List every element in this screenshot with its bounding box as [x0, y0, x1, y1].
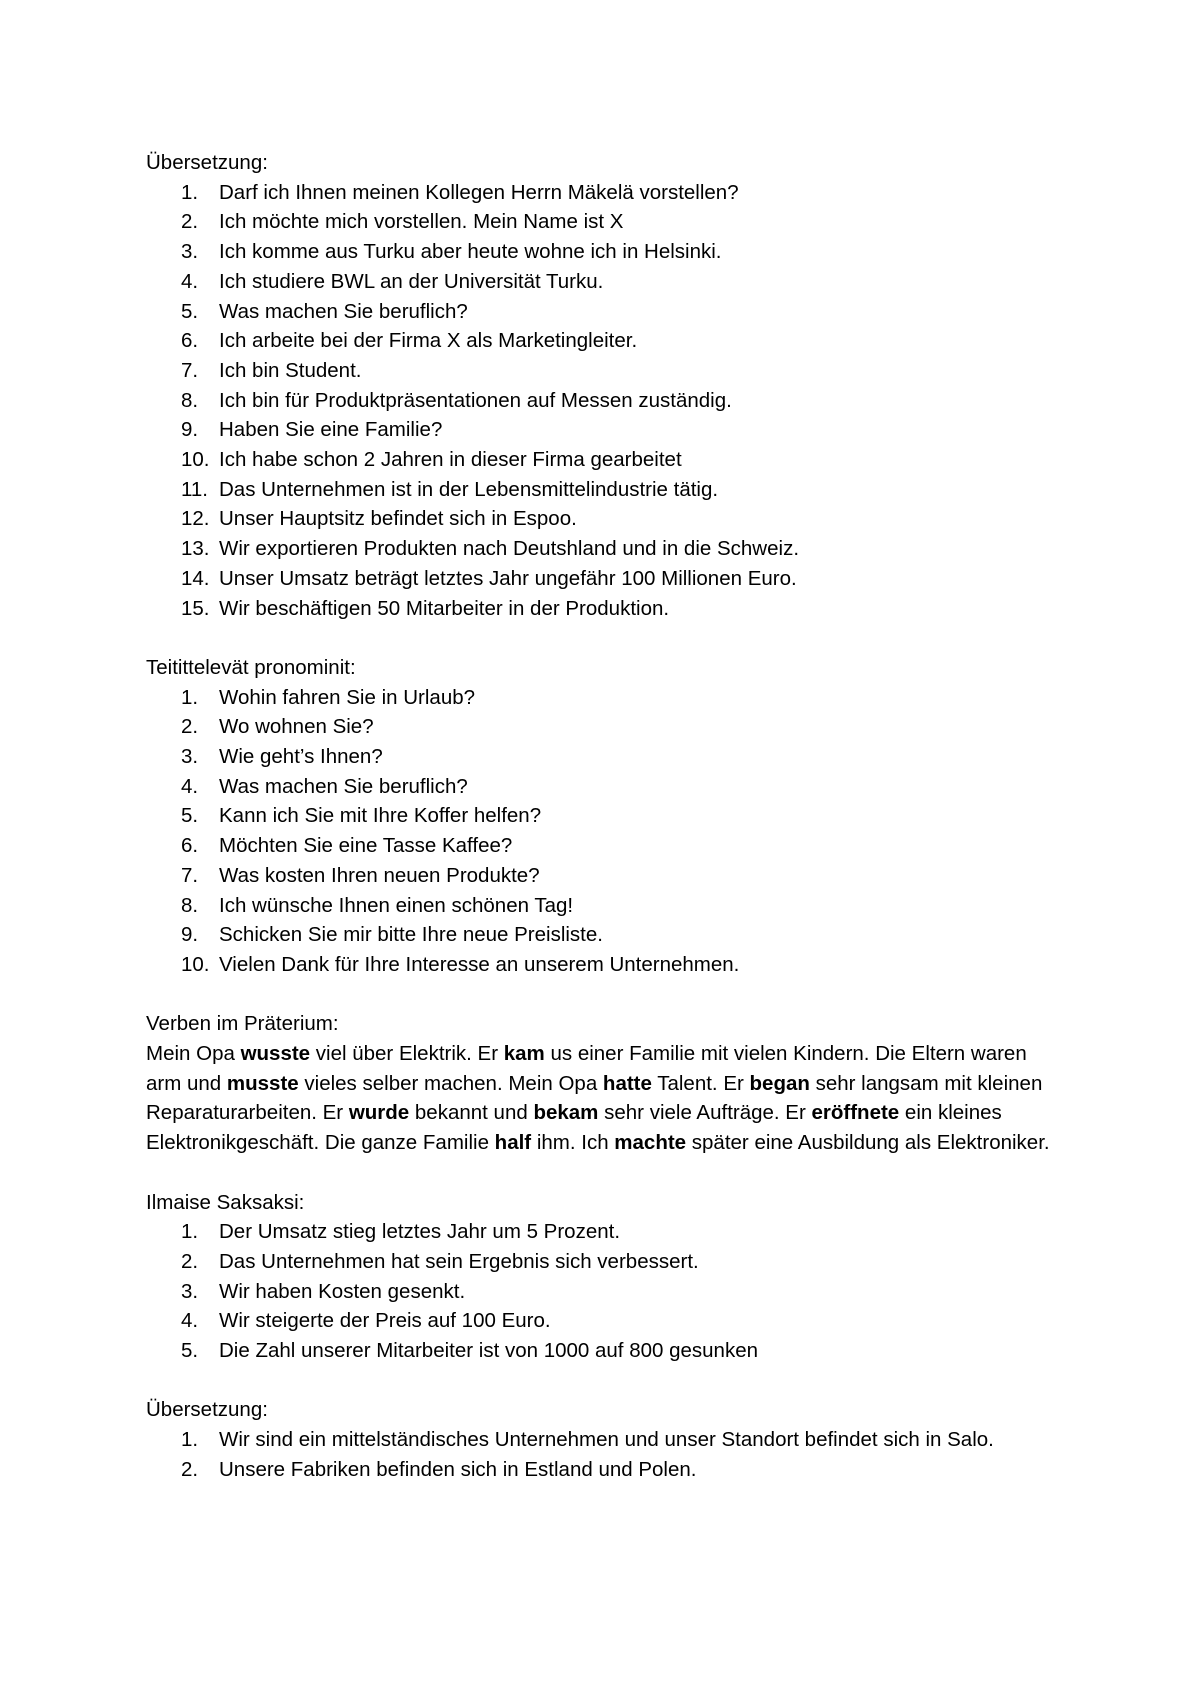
list-number: 2. [181, 210, 199, 234]
section-heading: Teitittelevät pronominit: [146, 655, 356, 679]
list-item-text: Schicken Sie mir bitte Ihre neue Preisliste. [219, 923, 603, 947]
list-item [146, 415, 1066, 445]
list-item-text: Das Unternehmen ist in der Lebensmittelindustrie tätig. [219, 477, 719, 501]
paragraph-run: Talent. Er [651, 1071, 750, 1095]
list-item [146, 178, 1066, 208]
list-item [146, 1277, 1066, 1307]
list-item-text: Wir haben Kosten gesenkt. [219, 1279, 466, 1303]
list-item-text: Was kosten Ihren neuen Produkte? [219, 863, 540, 887]
list-item-text: Wir beschäftigen 50 Mitarbeiter in der Produktion. [219, 596, 670, 620]
paragraph-verb: eröffnete [811, 1101, 900, 1125]
list-item-text: Ich bin für Produktpräsentationen auf Messen zuständig. [219, 388, 732, 412]
list-number: 9. [181, 418, 199, 442]
list-item-text: Ich studiere BWL an der Universität Turku. [219, 269, 604, 293]
list-number: 13. [181, 537, 210, 561]
list-number: 5. [181, 1339, 199, 1363]
section-ilmaise-saksaksi [146, 1188, 1066, 1366]
paragraph-verb: bekam [533, 1101, 599, 1125]
list-number: 7. [181, 863, 199, 887]
list-item-text: Der Umsatz stieg letztes Jahr um 5 Prozent. [219, 1220, 621, 1244]
list-item-text: Was machen Sie beruflich? [219, 299, 468, 323]
section-uebersetzung-2 [146, 1395, 1066, 1484]
list-number: 8. [181, 388, 199, 412]
list-number: 1. [181, 1220, 199, 1244]
paragraph-run: vieles selber machen. Mein Opa [298, 1071, 603, 1095]
list-item-text: Wir steigerte der Preis auf 100 Euro. [219, 1309, 551, 1333]
list-item [146, 861, 1066, 891]
section-heading: Übersetzung: [146, 1398, 268, 1422]
spacer [146, 1158, 1066, 1188]
list-number: 3. [181, 240, 199, 264]
list-item-text: Unser Umsatz beträgt letztes Jahr ungefähr 100 Millionen Euro. [219, 566, 797, 590]
list-number: 2. [181, 1249, 199, 1273]
section-uebersetzung-1 [146, 148, 1066, 623]
list-item [146, 504, 1066, 534]
list-number: 6. [181, 329, 199, 353]
list-item [146, 297, 1066, 327]
paragraph-run: ihm. Ich [531, 1131, 615, 1155]
paragraph-verb: began [749, 1071, 810, 1095]
list-item-text: Ich bin Student. [219, 358, 362, 382]
list-item-text: Haben Sie eine Familie? [219, 418, 443, 442]
section-teitittelevaet-pronominit [146, 653, 1066, 980]
spacer [146, 623, 1066, 653]
list-item [146, 742, 1066, 772]
list-item-text: Ich möchte mich vorstellen. Mein Name ist X [219, 210, 624, 234]
list-item-text: Die Zahl unserer Mitarbeiter ist von 1000 auf 800 gesunken [219, 1339, 759, 1363]
list-item [146, 1306, 1066, 1336]
paragraph-verb: wusste [240, 1042, 311, 1066]
list-number: 1. [181, 1428, 199, 1452]
list-item-text: Unsere Fabriken befinden sich in Estland und Polen. [219, 1457, 697, 1481]
list-number: 6. [181, 834, 199, 858]
paragraph-verb: kam [503, 1042, 545, 1066]
list-number: 2. [181, 715, 199, 739]
list-number: 5. [181, 804, 199, 828]
paragraph-run: Mein Opa [146, 1042, 241, 1066]
list-number: 3. [181, 745, 199, 769]
numbered-list [146, 1217, 1066, 1366]
list-item [146, 1217, 1066, 1247]
list-item [146, 564, 1066, 594]
list-item-text: Vielen Dank für Ihre Interesse an unserem Unternehmen. [219, 952, 740, 976]
list-item-text: Wo wohnen Sie? [219, 715, 374, 739]
section-heading: Übersetzung: [146, 151, 268, 174]
list-item [146, 356, 1066, 386]
list-item [146, 1247, 1066, 1277]
paragraph-verb: hatte [602, 1071, 652, 1095]
list-item [146, 772, 1066, 802]
list-number: 14. [181, 566, 210, 590]
list-item [146, 386, 1066, 416]
paragraph-verb: musste [226, 1071, 299, 1095]
list-number: 1. [181, 685, 199, 709]
list-item [146, 801, 1066, 831]
list-number: 8. [181, 893, 199, 917]
list-item-text: Unser Hauptsitz befindet sich in Espoo. [219, 507, 577, 531]
list-number: 4. [181, 774, 199, 798]
list-number: 7. [181, 358, 199, 382]
list-item-text: Wohin fahren Sie in Urlaub? [219, 685, 476, 709]
paragraph-run: ein kleines Elektronikgeschäft. Die ganze Familie [146, 1101, 1002, 1155]
list-item [146, 891, 1066, 921]
list-item [146, 1336, 1066, 1366]
list-item [146, 594, 1066, 624]
list-number: 5. [181, 299, 199, 323]
praeteritum-paragraph [146, 1039, 1066, 1158]
list-item-text: Ich arbeite bei der Firma X als Marketingleiter. [219, 329, 638, 353]
list-item-text: Wir sind ein mittelständisches Unternehmen und unser Standort befindet sich in Salo. [219, 1428, 994, 1452]
paragraph-run: sehr langsam mit kleinen Reparaturarbeiten. Er [146, 1071, 1043, 1125]
section-verben-im-praeterium [146, 1009, 1066, 1158]
list-number: 10. [181, 448, 210, 472]
paragraph-run: us einer Familie mit vielen Kindern. Die Eltern waren arm und [146, 1042, 1027, 1095]
numbered-list [146, 683, 1066, 980]
list-item-text: Ich habe schon 2 Jahren in dieser Firma gearbeitet [219, 448, 682, 472]
list-number: 4. [181, 269, 199, 293]
list-item [146, 712, 1066, 742]
list-number: 1. [181, 180, 199, 204]
list-item-text: Was machen Sie beruflich? [219, 774, 468, 798]
list-item-text: Wie geht’s Ihnen? [219, 745, 383, 769]
paragraph-verb: half [494, 1131, 532, 1155]
section-heading: Verben im Präterium: [146, 1012, 339, 1036]
spacer [146, 1366, 1066, 1396]
list-item-text: Ich komme aus Turku aber heute wohne ich in Helsinki. [219, 240, 722, 264]
list-item-text: Das Unternehmen hat sein Ergebnis sich verbessert. [219, 1249, 699, 1273]
list-number: 3. [181, 1279, 199, 1303]
list-number: 9. [181, 923, 199, 947]
spacer [146, 980, 1066, 1010]
list-item-text: Wir exportieren Produkten nach Deutshland und in die Schweiz. [219, 537, 800, 561]
list-item [146, 950, 1066, 980]
list-number: 15. [181, 596, 210, 620]
list-number: 2. [181, 1457, 199, 1481]
list-item [146, 683, 1066, 713]
list-item-text: Darf ich Ihnen meinen Kollegen Herrn Mäkelä vorstellen? [219, 180, 739, 204]
paragraph-run: viel über Elektrik. Er [310, 1042, 504, 1066]
list-item [146, 534, 1066, 564]
paragraph-verb: wurde [348, 1101, 410, 1125]
list-item [146, 1455, 1066, 1485]
list-number: 4. [181, 1309, 199, 1333]
paragraph-verb: machte [614, 1131, 687, 1155]
list-item-text: Kann ich Sie mit Ihre Koffer helfen? [219, 804, 542, 828]
list-item [146, 831, 1066, 861]
list-item [146, 920, 1066, 950]
list-number: 11. [181, 477, 208, 501]
paragraph-run: später eine Ausbildung als Elektroniker. [686, 1131, 1050, 1155]
list-item [146, 207, 1066, 237]
numbered-list [146, 1425, 1066, 1484]
paragraph-run: bekannt und [409, 1101, 534, 1125]
list-number: 12. [181, 507, 210, 531]
list-item [146, 475, 1066, 505]
list-item-text: Möchten Sie eine Tasse Kaffee? [219, 834, 513, 858]
list-item [146, 1425, 1066, 1455]
list-item [146, 445, 1066, 475]
list-number: 10. [181, 952, 210, 976]
list-item [146, 267, 1066, 297]
list-item [146, 237, 1066, 267]
list-item-text: Ich wünsche Ihnen einen schönen Tag! [219, 893, 574, 917]
numbered-list [146, 178, 1066, 624]
document-page [146, 148, 1066, 1485]
list-item [146, 326, 1066, 356]
section-heading: Ilmaise Saksaksi: [146, 1190, 305, 1214]
paragraph-run: sehr viele Aufträge. Er [598, 1101, 812, 1125]
